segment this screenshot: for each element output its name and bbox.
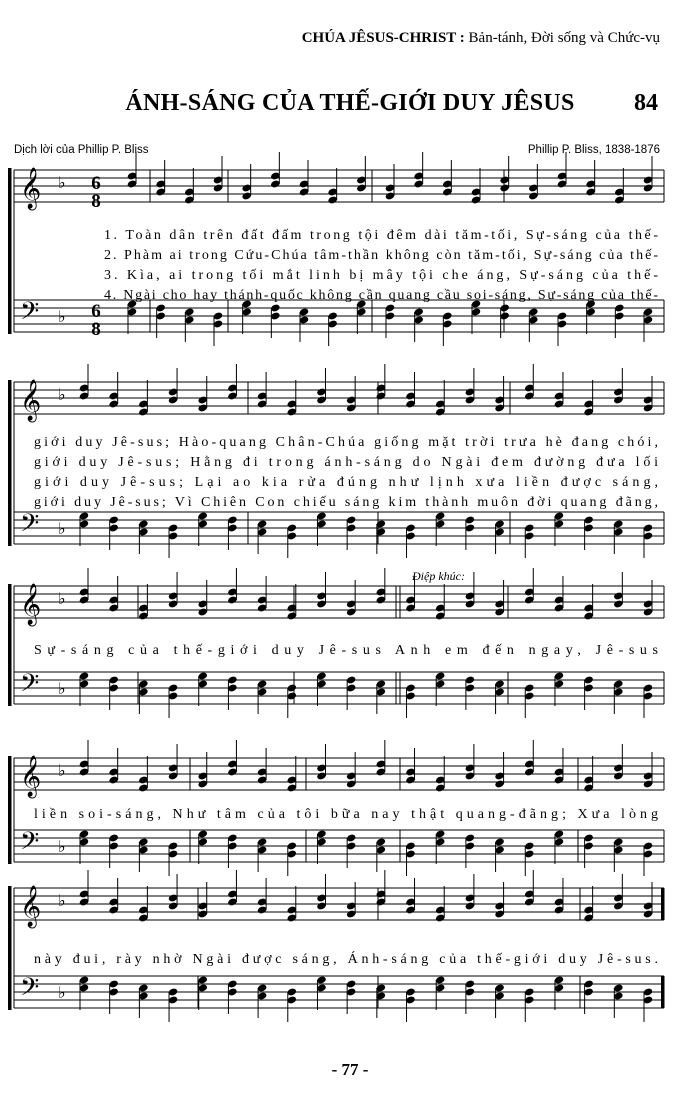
lyric-line: Sự-sáng của thế-giới duy Jê-sus Anh em đến ngay, Jê-sus <box>34 643 658 658</box>
hymn-title: ÁNH-SÁNG CỦA THẾ-GIỚI DUY JÊSUS <box>125 90 575 116</box>
music-system <box>8 885 664 1010</box>
time-signature-bottom: 8 <box>91 191 101 212</box>
lyric-line: này đui, rày nhờ Ngài được sáng, Ánh-sáng của thế-giới duy Jê-sus. <box>34 952 658 967</box>
composer-credit: Phillip P. Bliss, 1838-1876 <box>527 144 660 156</box>
flat-icon: ♭ <box>58 679 66 698</box>
lyric-line: 4. Ngài cho hay thánh-quốc không cần quang cầu soi-sáng, Sự-sáng của thế- <box>104 288 658 303</box>
lyric-line: giới duy Jê-sus; Lại ao kia rửa đúng như lịnh xưa liền được sáng, <box>34 475 658 490</box>
time-signature-top-bass: 6 <box>91 301 101 322</box>
hymn-number: 84 <box>634 90 658 116</box>
treble-clef-icon: 𝄞 <box>20 584 42 625</box>
bass-clef-icon: 𝄢 <box>20 973 40 1008</box>
lyric-line: liền soi-sáng, Như tâm của tôi bữa nay thật quang-đãng; Xưa lòng <box>34 807 659 822</box>
lyric-line: giới duy Jê-sus; Vì Chiên Con chiếu sáng kim thành muôn đời quang đãng, <box>34 495 658 510</box>
flat-icon: ♭ <box>58 589 66 608</box>
flat-icon: ♭ <box>58 385 66 404</box>
flat-icon: ♭ <box>58 837 66 856</box>
lyric-line: 2. Phàm ai trong Cứu-Chúa tâm-thần không còn tăm-tối, Sự-sáng của thế- <box>104 248 659 263</box>
treble-clef-icon: 𝄞 <box>20 380 42 421</box>
lyric-line: giới duy Jê-sus; Hào-quang Chân-Chúa giống mặt trời trưa hè đang chói, <box>34 435 659 450</box>
treble-clef-icon: 𝄞 <box>20 168 42 209</box>
treble-clef-icon: 𝄞 <box>20 756 42 797</box>
bass-clef-icon: 𝄢 <box>20 669 40 704</box>
bass-clef-icon: 𝄢 <box>20 509 40 544</box>
translator-credit: Dịch lời của Phillip P. Bliss <box>14 144 149 156</box>
refrain-label: Điệp khúc: <box>412 569 465 583</box>
flat-icon: ♭ <box>58 891 66 910</box>
flat-icon: ♭ <box>58 983 66 1002</box>
flat-icon: ♭ <box>58 761 66 780</box>
flat-icon: ♭ <box>58 307 66 326</box>
lyric-line: giới duy Jê-sus; Hằng đi trong ánh-sáng do Ngài đem đường đưa lối <box>34 455 658 470</box>
flat-icon: ♭ <box>58 173 66 192</box>
running-header-subtitle: Bản-tánh, Đời sống và Chức-vụ <box>468 30 660 46</box>
running-header-series: CHÚA JÊSUS-CHRIST : <box>301 30 465 46</box>
lyric-line: 3. Kìa, ai trong tối mắt linh bị mây tội che áng, Sự-sáng của thế- <box>104 268 658 283</box>
lyric-line: 1. Toàn dân trên đất đấm trong tội đêm dài tăm-tối, Sự-sáng của thế- <box>104 228 658 243</box>
time-signature-top: 6 <box>91 173 101 194</box>
bass-clef-icon: 𝄢 <box>20 297 40 332</box>
flat-icon: ♭ <box>58 519 66 538</box>
page-number: - 77 - <box>331 1060 369 1079</box>
time-signature-bottom-bass: 8 <box>91 319 101 340</box>
treble-clef-icon: 𝄞 <box>20 886 42 927</box>
bass-clef-icon: 𝄢 <box>20 827 40 862</box>
